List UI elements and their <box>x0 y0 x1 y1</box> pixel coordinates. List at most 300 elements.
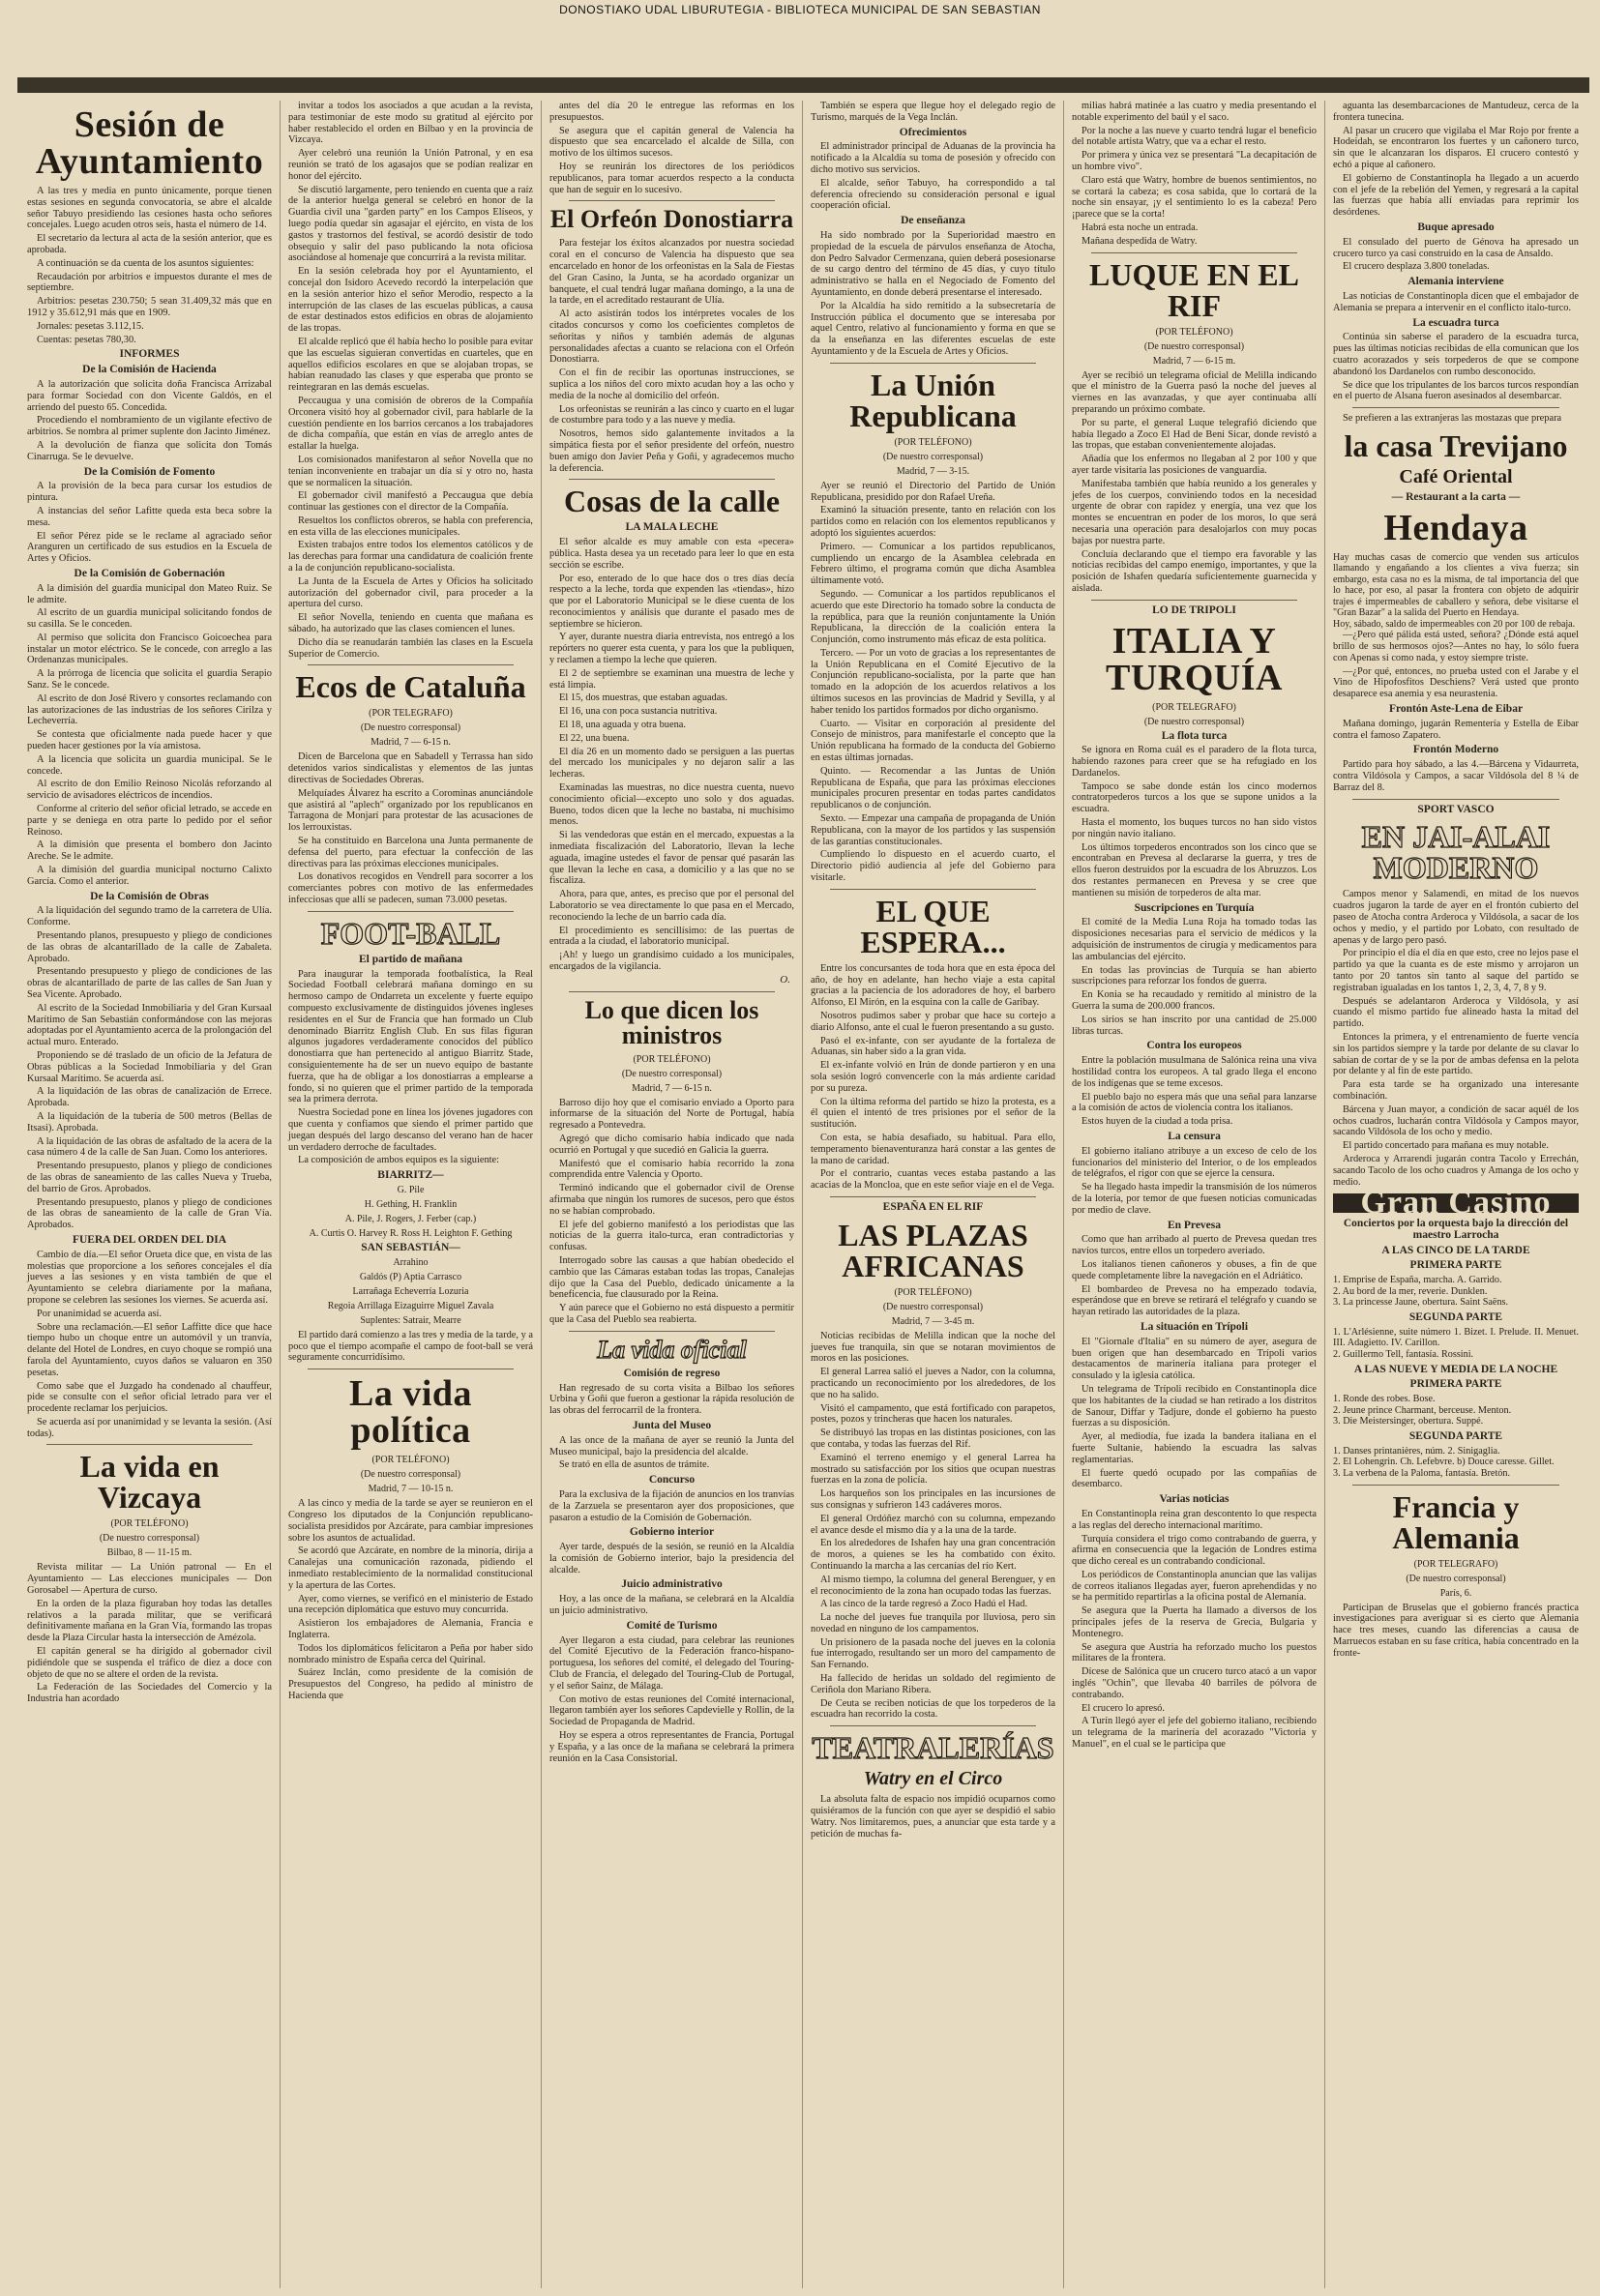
article-paragraph: Ahora, para que, antes, es preciso que por el personal del Laboratorio se vea directamente lo que pasa en el Mercado, reconociendo la leche de un barrio cada día. <box>549 889 794 923</box>
article-headline: La vida oficial <box>597 1335 747 1364</box>
article-paragraph: Arderoca y Arrarendi jugarán contra Tacolo y Errechán, sacando Tacolo de los ocho cuadros y Amanga de los ocho y medio. <box>1333 1153 1579 1188</box>
article-paragraph: Cumpliendo lo dispuesto en el acuerdo cuarto, el Directorio pidió audiencia al jefe del Gobierno para visitarle. <box>811 849 1055 884</box>
article-paragraph: ¡Ah! y luego un grandísimo cuidado a los municipales, encargados de la vigilancia. <box>549 950 794 972</box>
article-paragraph: Sobre una reclamación.—El señor Laffitte dice que hace tiempo hubo un choque entre un automóvil y un tranvía, delante del Hotel de Londres, en cuyo choque se rompió una farola del Ayuntamiento, cuyos daños se valuaron en 350 pesetas. <box>27 1321 272 1378</box>
article-paragraph: Segundo. — Comunicar a los partidos republicanos el acuerdo que este Directorio ha tomado sobre la conducta de la república, para que la reunión conjuntamente la Unión Republicana, la dirección de la coalición entera la Conjunción, como instrumento más eficaz de esta política. <box>811 588 1055 646</box>
subheading: Comité de Turismo <box>626 1619 718 1632</box>
article-paragraph: Por el contrario, cuantas veces estaba pastando a las acacias de la Moncloa, que en este señor viaje en el de Vega. <box>811 1168 1055 1192</box>
article-paragraph: Se dice que los tripulantes de los barcos turcos respondían en el puerto de Alsana fueron asesinados al desembarcar. <box>1333 379 1579 402</box>
subheading: FUERA DEL ORDEN DEL DIA <box>72 1233 227 1246</box>
dateline: (De nuestro corresponsal) <box>1406 1573 1506 1584</box>
article-paragraph: Ha sido nombrado por la Superioridad maestro en propiedad de la escuela de párvulos enseñanza de Atocha, don Pedro Salvador Cermenzana, quien deberá posesionarse de su cargo dentro del término de 45 días, y cuyo título administrativo se halla en el Negociado de Fomento del Ayuntamiento, en donde deberá presentarse el interesado. <box>811 229 1055 298</box>
article-paragraph: Al escrito de un guardia municipal solicitando fondos de su casilla. Se le conceden. <box>27 607 272 631</box>
dateline: Madrid, 7 — 6-15 m. <box>1152 355 1236 367</box>
subheading: La flota turca <box>1161 729 1228 742</box>
subheading: A LAS CINCO DE LA TARDE <box>1381 1244 1530 1256</box>
column-4 <box>803 101 1064 2288</box>
dateline: (POR TELEGRAFO) <box>1413 1558 1498 1570</box>
article-paragraph: A la dimisión que presenta el bombero don Jacinto Areche. Se le admite. <box>27 839 272 863</box>
dateline: (De nuestro corresponsal) <box>882 451 984 462</box>
dateline: (De nuestro corresponsal) <box>99 1533 200 1545</box>
article-paragraph: Y ayer, durante nuestra diaria entrevista, nos entregó a los repórters no querer esta cuenta, y para los que la publiquen, y reclamen a tiempo la leche que quieren. <box>549 632 794 666</box>
subheading: Juicio administrativo <box>621 1578 723 1591</box>
article-paragraph: Por eso, enterado de lo que hace dos o tres días decía respecto a la leche, torda que expenden las «tiendas», hizo que por el Laboratorio Municipal se le diese cuenta de los reconocimientos y análisis que durante el pasado mes de septiembre se hicieron. <box>549 573 794 630</box>
article-paragraph: Los comisionados manifestaron al señor Novella que no tenían inconveniente en trabajar un día sí y otro no, hasta que se normalicen la situación. <box>288 454 533 488</box>
subheading: Conciertos por la orquesta bajo la dirección del maestro Larrocha <box>1343 1218 1569 1241</box>
subheading: De la Comisión de Gobernación <box>74 567 225 579</box>
section-divider <box>830 1725 1036 1726</box>
section-divider <box>830 363 1036 364</box>
article-paragraph: Los donativos recogidos en Vendrell para socorrer a los comerciantes pobres con motivo de las enfermedades infecciosas que allí se padecen, suman 73.000 pesetas. <box>288 871 533 906</box>
article-paragraph: El 18, una aguada y otra buena. <box>559 720 686 731</box>
dateline: (De nuestro corresponsal) <box>1143 340 1245 352</box>
article-paragraph: Se prefieren a las extranjeras las mostazas que prepara <box>1343 413 1562 425</box>
subheading: ESPAÑA EN EL RIF <box>882 1200 984 1213</box>
section-divider <box>1352 1485 1559 1486</box>
column-6 <box>1325 101 1586 2288</box>
article-paragraph: Para inaugurar la temporada footbalística, la Real Sociedad Football celebrará mañana domingo en su hermoso campo de Ondarreta un excelente y fuerte equipo compuesto exclusivamente de distinguidos jóvenes ingleses residentes en el Sur de Francia que han formado un Club denominado Biarritz English Club. En sus filas figuran algunos jugadores verdaderamente conocidos del público donostiarra que han pertenecido al antiguo Biarritz Stade, consiguientemente ha de ser un nuevo equipo de bastante fuerza, que ha de obligar a los donostiarras a emplearse a fondo, si no quieren que el primer partido de la temporada sea la primera derrota. <box>288 968 533 1105</box>
article-paragraph: Campos menor y Salamendi, en mitad de los nuevos cuadros jugaron la tarde de ayer en el frontón cubierto del paseo de Atocha contra Arderoca y Vildósola, a sacar de los ochos y medio, y el partido por Lobato, con resultado de apenas y de largo pero pasó. <box>1333 889 1579 946</box>
article-headline: TEATRALERÍAS <box>812 1730 1054 1766</box>
subheading: El partido de mañana <box>358 953 463 965</box>
subheading: SEGUNDA PARTE <box>1408 1311 1503 1324</box>
subheading: Varias noticias <box>1159 1493 1230 1506</box>
subheading: De la Comisión de Hacienda <box>82 364 217 376</box>
article-paragraph: —¿Pero qué pálida está usted, señora? ¿Dónde está aquel brillo de sus hermosos ojos?—Antes no hay, lo sólo fuera con Apenas si como nada, y estoy siempre triste. <box>1333 630 1579 663</box>
article-paragraph: El "Giornale d'Italia" en su número de ayer, asegura de buen origen que han desembarcado en Trípoli varios destacamentos de marinería italiana para proteger el consulado y la iglesia católica. <box>1072 1336 1317 1382</box>
section-divider <box>830 1196 1036 1197</box>
article-headline: FOOT-BALL <box>320 915 501 951</box>
article-paragraph: Noticias recibidas de Melilla indican que la noche del jueves fue tranquila, sin que se notaran movimientos de moros en las posiciones. <box>811 1330 1055 1365</box>
article-paragraph: Concluía declarando que el tiempo era favorable y las noticias recibidas del campo enemigo, importantes, y que la posición de Ishafen quedaría suficientemente guarnecida y aislada. <box>1072 548 1317 594</box>
article-paragraph: Ayer, al mediodía, fue izada la bandera italiana en el fuerte Sultanie, habiendo la escuadra las salvas reglamentarias. <box>1072 1431 1317 1465</box>
article-paragraph: Ayer llegaron a esta ciudad, para celebrar las reuniones del Comité Ejecutivo de la Federación franco-hispano-portuguesa, los señores del comité, el delegado del Touring-Club de Francia, el delegado del Touring-Club de Portugal, y el señor Sainz, de Málaga. <box>549 1634 794 1692</box>
subheading: Frontón Moderno <box>1412 744 1499 756</box>
article-paragraph: Por principio el día el día en que esto, cree no lejos pase el partido ya que la cuanta es de este mismo y arrojaron un tanto por 20 tantos sin tanto al saque del partido se registraban igualadas en los tantos 1, 2, 3, 4, 7, 8 y 9. <box>1333 948 1579 993</box>
article-paragraph: El comité de la Media Luna Roja ha tomado todas las disposiciones necesarias para el servicio de médicos y la adquisición de instrumentos de cirugía y medicamentos para las ambulancias del ejército. <box>1072 917 1317 962</box>
subheading: PRIMERA PARTE <box>1409 1378 1502 1391</box>
article-paragraph: Ayer se recibió un telegrama oficial de Melilla indicando que el ministro de la Guerra pasó la noche del jueves al viernes en las avanzadas, y que ayer continuaba allí preparando un próximo combate. <box>1072 369 1317 415</box>
dateline: (POR TELÉFONO) <box>371 1455 450 1466</box>
column-1 <box>19 101 281 2288</box>
article-paragraph: Presentando presupuesto, planos y pliego de condiciones de las obras de saneamiento de la calle de Gran Vía. Aprobados. <box>27 1196 272 1231</box>
article-paragraph: Pasó el ex-infante, con ser ayudante de la fortaleza de Aduanas, sin haber sido a la gran vida. <box>811 1035 1055 1058</box>
section-divider <box>1352 407 1559 408</box>
article-paragraph: Ha fallecido de heridas un soldado del regimiento de Ceriñola don Mariano Ribera. <box>811 1673 1055 1695</box>
article-paragraph: Manifestaba también que había reunido a los generales y jefes de los cuerpos, conviniendo todos en la necesidad urgente de obrar con rapidez y energía, una vez que los montes se encuentran en poder de los moros, lo que será necesaria una operación para desalojarlos con muy pocas bajas por nuestra parte. <box>1072 478 1317 546</box>
section-divider <box>308 911 514 912</box>
article-paragraph: Se asegura que el capitán general de Valencia ha dispuesto que sea encarcelado el alcalde de Silla, con motivo de los últimos sucesos. <box>549 125 794 160</box>
article-paragraph: Peccaugua y una comisión de obreros de la Compañía Orconera visitó hoy al gobernador civil, para hablarle de la cuestión pendiente en los barrios cercanos a los trabajadores de dicha compañía, que están en vías de arreglo antes de estallar la huelga. <box>288 395 533 453</box>
article-paragraph: Quinto. — Recomendar a las Juntas de Unión Republicana de España, que para las próximas elecciones municipales procuren presentar en todas partes candidatos republicanos o de conjunción. <box>811 765 1055 811</box>
article-paragraph: El 2 de septiembre se examinan una muestra de leche y está limpia. <box>549 667 794 691</box>
article-paragraph: Se ha constituido en Barcelona una Junta permanente de defensa del puerto, para efectuar la confección de las directivas para las próximas elecciones municipales. <box>288 836 533 869</box>
article-paragraph: Los últimos torpederos encontrados son los cinco que se encontraban en Prevesa al declararse la guerra, y tres de ellos fueron destruidos por la escuadra de los Abruzzos. Los dos restantes permanecen en Prevesa y se cree que mantienen su misión de torpederos de alta mar. <box>1072 841 1317 898</box>
article-headline: Café Oriental <box>1399 465 1513 487</box>
subheading: LA MALA LECHE <box>625 521 719 534</box>
article-paragraph: Entre la población musulmana de Salónica reina una viva hostilidad contra los europeos. A tal grado llega el encono de los indígenas que se teme excesos. <box>1072 1055 1317 1089</box>
article-paragraph: antes del día 20 le entregue las reformas en los presupuestos. <box>549 101 794 123</box>
article-paragraph: Ayer celebró una reunión la Unión Patronal, y en esa reunión se trató de los agasajos que se podían realizar en honor del ejército. <box>288 148 533 182</box>
article-paragraph: aguanta las desembarcaciones de Mantudeuz, cerca de la frontera tunecina. <box>1333 101 1579 123</box>
article-paragraph: Para festejar los éxitos alcanzados por nuestra sociedad coral en el concurso de Valencia ha dispuesto que sea encarcelado en honor de los orfeonistas en la Sala de Fiestas del Gran Casino, la Junta, se ha acordado organizar un banquete, el cual tendrá lugar mañana domingo, a la una de la tarde, en el acreditado restaurant de Ulía. <box>549 238 794 307</box>
article-paragraph: Con la última reforma del partido se hizo la protesta, es a él quien el intentó de tres prisiones por el señor de la sustitución. <box>811 1096 1055 1131</box>
section-divider <box>569 200 775 201</box>
article-paragraph: Participan de Bruselas que el gobierno francés practica investigaciones para averiguar si es cierto que Alemania hace tres meses, cuando las diferencias a causa de Marruecos estaban en su fase crítica, había concentrado en la fronte- <box>1333 1602 1579 1659</box>
article-paragraph: Nuestra Sociedad pone en línea los jóvenes jugadores con que cuenta y confiamos que siendo el primer partido que juegan después del largo descanso del verano han de hacer un verdadero derroche de facultades. <box>288 1107 533 1153</box>
article-paragraph: El bombardeo de Prevesa no ha empezado todavía, esperándose que en breve se retirará el telégrafo y cuando se hayan retirado las autoridades de la plaza. <box>1072 1283 1317 1318</box>
dateline: A. Pile, J. Rogers, J. Ferber (cap.) <box>344 1213 477 1224</box>
article-headline: El Orfeón Donostiarra <box>549 205 794 234</box>
article-paragraph: Cuarto. — Visitar en corporación al presidente del Consejo de ministros, para manifestarle el concepto que la Unión republicana ha formado de la conducta del Gobierno en estas últimas jornadas. <box>811 718 1055 764</box>
article-paragraph: Al pasar un crucero que vigilaba el Mar Rojo por frente a Hodeidah, se encontraron los fuertes y un cañonero turco, sin que le alcanzaran los disparos. El crucero contestó y echó a pique al cañonero. <box>1333 125 1579 170</box>
article-paragraph: Un telegrama de Trípoli recibido en Constantinopla dice que los habitantes de la ciudad se han retirado a los distritos de Sanour, Diffar y Tadjure, donde el gobierno ha puesto fuerzas a su disposición. <box>1072 1383 1317 1429</box>
article-paragraph: Examinadas las muestras, no dice nuestra cuenta, nuevo conocimiento oficial—excepto uno solo y dos aguadas. Bueno, todos dicen que la leche no bastaba, ni muchísimo menos. <box>549 782 794 828</box>
article-paragraph: En Konia se ha recaudado y remitido al ministro de la Guerra la suma de 200.000 francos. <box>1072 989 1317 1013</box>
article-paragraph: A la liquidación de las obras de canalización de Errece. Aprobada. <box>27 1086 272 1109</box>
dateline: G. Pile <box>397 1184 425 1195</box>
article-paragraph: Ayer, como viernes, se verificó en el ministerio de Estado una recepción diplomática que estuvo muy concurrida. <box>288 1593 533 1616</box>
dateline: (POR TELÉFONO) <box>110 1518 189 1530</box>
article-paragraph: El día 26 en un momento dado se persiguen a las puertas del mercado los municipales y no dejaron salir a las lecheras. <box>549 746 794 780</box>
masthead-rule <box>17 77 1589 93</box>
article-paragraph: El fuerte quedó ocupado por las compañías de desembarco. <box>1072 1467 1317 1490</box>
article-paragraph: Procediendo el nombramiento de un vigilante efectivo de arbitrios. Se nombra al primer suplente don Jacinto Jiménez. <box>27 415 272 438</box>
program-item: 2. Au bord de la mer, reverie. Dunklen. <box>1333 1285 1488 1297</box>
program-item: 3. La verbena de la Paloma, fantasía. Bretón. <box>1333 1468 1511 1479</box>
article-paragraph: Terminó indicando que el gobernador civil de Orense afirmaba que ningún los rumores de sucesos, pero que éstos no se habían comprobado. <box>549 1183 794 1217</box>
article-paragraph: Los harqueños son los principales en las incursiones de sus consignas y sufrieron 143 cadáveres moros. <box>811 1488 1055 1511</box>
article-paragraph: Examinó el terreno enemigo y el general Larrea ha mostrado su satisfacción por los sitios que ocupan nuestras fuerzas en la zona de policía. <box>811 1452 1055 1487</box>
article-paragraph: El general Larrea salió el jueves a Nador, con la columna, practicando un reconocimiento por los alrededores, de los que no ha salido. <box>811 1367 1055 1400</box>
article-paragraph: A la devolución de fianza que solicita don Tomás Cinarruga. Se le devuelve. <box>27 439 272 462</box>
ad-headline: Hendaya <box>1383 507 1528 548</box>
article-paragraph: A instancias del señor Lafitte queda esta beca sobre la mesa. <box>27 505 272 528</box>
subheading: En Prevesa <box>1167 1219 1222 1231</box>
article-headline: LAS PLAZAS AFRICANAS <box>838 1217 1028 1283</box>
subheading: De la Comisión de Fomento <box>83 465 216 478</box>
article-paragraph: A la liquidación del segundo tramo de la carretera de Ulía. Conforme. <box>27 905 272 928</box>
article-signature: O. <box>780 973 790 986</box>
subheading: Buque apresado <box>1417 221 1495 233</box>
article-headline: La vida en Vizcaya <box>79 1449 220 1516</box>
article-headline: Cosas de la calle <box>563 484 781 519</box>
article-paragraph: Para esta tarde se ha organizado una interesante combinación. <box>1333 1079 1579 1102</box>
article-paragraph: Por la Alcaldía ha sido remitido a la subsecretaría de Instrucción pública el documento que se interesaba por aquel Centro, relativo al funcionamiento y forma en que se da la enseñanza en las diferentes escuelas de este Ayuntamiento y de la Escuela de Artes y Oficios. <box>811 300 1055 357</box>
article-headline: Lo que dicen los ministros <box>584 995 759 1049</box>
subheading: LO DE TRIPOLI <box>1152 603 1236 616</box>
article-paragraph: Habrá esta noche un entrada. <box>1081 221 1199 233</box>
dateline: Bilbao, 8 — 11-15 m. <box>106 1547 193 1559</box>
article-paragraph: En los alrededores de Ishafen hay una gran concentración de moros, a quienes se les ha combatido con éxito. Continuando la marcha a las cercanías del río Kert. <box>811 1538 1055 1572</box>
article-paragraph: Hoy, a las once de la mañana, se celebrará en la Alcaldía un juicio administrativo. <box>549 1594 794 1617</box>
article-paragraph: Las noticias de Constantinopla dicen que el embajador de Alemania se prepara a intervenir en el conflicto italo-turco. <box>1333 290 1579 313</box>
ad-text: Hoy, sábado, saldo de impermeables con 20 por 100 de rebaja. <box>1333 618 1576 630</box>
subheading: La situación en Trípoli <box>1140 1320 1249 1333</box>
subheading: Contra los europeos <box>1146 1040 1242 1052</box>
article-paragraph: El general Ordóñez marchó con su columna, empezando el avance desde el mismo día y a la una de la tarde. <box>811 1513 1055 1536</box>
article-paragraph: Dícese de Salónica que un crucero turco atacó a un vapor inglés "Ochin", que llevaba 40 barriles de pólvora de contrabando. <box>1072 1666 1317 1700</box>
article-paragraph: milias habrá matinée a las cuatro y media presentando el notable experimento del baúl y el saco. <box>1072 101 1317 123</box>
article-paragraph: Mañana domingo, jugarán Rementería y Estella de Eibar contra el famoso Zapatero. <box>1333 718 1579 741</box>
article-headline: EN JAI-ALAI MODERNO <box>1361 819 1551 886</box>
article-paragraph: Los sirios se han inscrito por una cantidad de 25.000 libras turcas. <box>1072 1014 1317 1037</box>
article-paragraph: A la autorización que solicita doña Francisca Arrizabal para formar Sociedad con don Vicente Galdós, en el arriendo del puesto 65. Concedida. <box>27 378 272 413</box>
article-paragraph: Jornales: pesetas 3.112,15. <box>37 320 144 332</box>
dateline: (POR TELÉFONO) <box>1155 326 1233 338</box>
subheading: Frontón Aste-Lena de Eibar <box>1388 703 1524 715</box>
article-headline: Watry en el Circo <box>863 1768 1003 1790</box>
article-paragraph: Barroso dijo hoy que el comisario enviado a Oporto para informarse de la situación del Norte de Portugal, había regresado a Pontevedra. <box>549 1097 794 1132</box>
article-paragraph: Con el fin de recibir las oportunas instrucciones, se suplica a los niños del coro mixto acudan hoy a las ocho y media de la noche al domicilio del orfeón. <box>549 368 794 401</box>
article-paragraph: El gobierno de Constantinopla ha llegado a un acuerdo con el jefe de la rebelión del Yemen, y regresará a la capital las fuerzas que había allí enviadas para reprimir los desórdenes. <box>1333 172 1579 219</box>
article-paragraph: Todos los diplomáticos felicitaron a Peña por haber sido nombrado ministro de España cerca del Quirinal. <box>288 1642 533 1665</box>
article-paragraph: El pueblo bajo no espera más que una señal para lanzarse a la comisión de actos de violencia contra los italianos. <box>1072 1091 1317 1114</box>
article-paragraph: Hoy se reunirán los directores de los periódicos republicanos, para tomar acuerdos respecto a la conducta que han de seguir en lo sucesivo. <box>549 161 794 195</box>
article-paragraph: Como sabe que el Juzgado ha condenado al chauffeur, pide se consulte con el señor oficial letrado para ver el procedente reclamar los perjuicios. <box>27 1380 272 1415</box>
article-paragraph: Tampoco se sabe donde están los cinco modernos contratorpederos turcos a los que se supone unidos a la escuadra. <box>1072 780 1317 815</box>
article-paragraph: Se discutió largamente, pero teniendo en cuenta que a raíz de la anterior huelga general se celebró en honor de la Guardia civil una "garden party" en los Campos Elíseos, y luego podía quedar sin agasajar el ejército, en vista de los gastos y trastornos del festival, se acordó desistir de todo obsequio y salir del paso publicando la nota oficiosa asociándose al homenaje que concurrirá a la revista militar. <box>288 184 533 264</box>
article-paragraph: El crucero desplaza 3.800 toneladas. <box>1343 261 1490 273</box>
article-paragraph: Interrogado sobre las causas a que habían obedecido el cambio que las Cámaras estaban todas las tropas, Canalejas dijo que la Casa del Pueblo, dedicado únicamente a la beneficencia, fue clausurado por la Reina. <box>549 1254 794 1301</box>
column-2 <box>281 101 542 2288</box>
article-paragraph: Dicen de Barcelona que en Sabadell y Terrassa han sido detenidos varios sindicalistas y elementos de las juntas directivas de Sociedades Obreras. <box>288 751 533 786</box>
article-paragraph: Añadía que los enfermos no llegaban al 2 por 100 y que ayer tarde visitaría las posiciones de vanguardia. <box>1072 454 1317 476</box>
dateline: (De nuestro corresponsal) <box>882 1301 984 1312</box>
section-divider <box>569 1331 775 1332</box>
program-item: 2. El Lohengrin. Ch. Lefebvre. b) Douce caresse. Gillet. <box>1333 1457 1555 1468</box>
article-paragraph: Claro está que Watry, hombre de buenos sentimientos, no se cortará la cabeza; es cosa sabida, que lo cortará de la noche sin ensayar, ¡y el sentimiento lo es la cabeza! Pero ¡parece que se la corta! <box>1072 174 1317 221</box>
article-paragraph: Con esta, se había desafiado, su habitual. Para ello, temperamento bienaventuranza hará constar a las gentes de la mano de caridad. <box>811 1132 1055 1166</box>
dateline: Arrahino <box>393 1256 429 1268</box>
article-paragraph: El gobernador civil manifestó a Peccaugua que debía continuar las gestiones con el director de la Compañía. <box>288 490 533 514</box>
dateline: (POR TELÉFONO) <box>894 436 972 448</box>
article-paragraph: Se acordó que Azcárate, en nombre de la minoría, dirija a Canalejas una comunicación razonada, pidiendo el inmediato restablecimiento de la normalidad constitucional y la apertura de las Cortes. <box>288 1545 533 1591</box>
article-paragraph: Revista militar — La Unión patronal — En el Ayuntamiento — Las elecciones municipales — Don Gorosabel — Apertura de curso. <box>27 1562 272 1597</box>
dateline: A. Curtis O. Harvey R. Ross H. Leighton F. Gething <box>309 1227 513 1239</box>
article-paragraph: El señor alcalde es muy amable con esta «pecera» pública. Hasta desea ya un recetado para leer lo que en esta sección se escribe. <box>549 537 794 571</box>
article-paragraph: Se asegura que la Puerta ha llamado a diversos de los principales jefes de la reserva de Grecia, Bulgaria y Montenegro. <box>1072 1605 1317 1639</box>
subheading: SAN SEBASTIÁN— <box>361 1241 460 1253</box>
program-item: 1. L'Arlésienne, suite número 1. Bizet. I. Prelude. II. Menuet. III. Adagietto. IV. Carillon. <box>1333 1326 1579 1349</box>
article-paragraph: Al mismo tiempo, la columna del general Berenguer, y en el reconocimiento de la zona han ocupado todas las fuerzas. <box>811 1574 1055 1597</box>
article-paragraph: El señor Pérez pide se le reclame al agraciado señor Aranguren un certificado de sus estudios en la Escuela de Artes y Oficios. <box>27 530 272 565</box>
article-paragraph: Presentando planos, presupuesto y pliego de condiciones de las obras de alcantarillado de la calle de Zabaleta. Aprobado. <box>27 930 272 964</box>
article-paragraph: En todas las provincias de Turquía se han abierto suscripciones para reforzar los fondos de guerra. <box>1072 964 1317 987</box>
subheading: La censura <box>1168 1131 1221 1142</box>
article-paragraph: Ayer tarde, después de la sesión, se reunió en la Alcaldía la comisión de Gobierno interior, bajo la presidencia del alcalde. <box>549 1542 794 1575</box>
article-paragraph: La composición de ambos equipos es la siguiente: <box>298 1155 500 1166</box>
article-paragraph: A Turín llegó ayer el jefe del gobierno italiano, recibiendo un telegrama de la marinería del acorazado "Victoria y Manuel", en el cual se le participa que <box>1072 1716 1317 1751</box>
section-divider <box>1091 600 1297 601</box>
column-3 <box>542 101 803 2288</box>
library-source-header: DONOSTIAKO UDAL LIBURUTEGIA - BIBLIOTECA MUNICIPAL DE SAN SEBASTIAN <box>559 3 1041 16</box>
article-paragraph: Dicho día se reanudarán también las clases en la Escuela Superior de Comercio. <box>288 636 533 660</box>
article-paragraph: Presentando presupuesto y pliego de condiciones de las obras de alcantarillado de parte de las calles de San Juan y Sea Vicente. Aprobado. <box>27 966 272 1000</box>
article-paragraph: Los italianos tienen cañoneros y obuses, a fin de que quede completamente libre la navegación en el Adriático. <box>1072 1258 1317 1281</box>
article-paragraph: Por su parte, el general Luque telegrafió diciendo que había llegado a Zoco El Had de Beni Sicar, donde revistó a las tropas, que estaban convenientemente alojadas. <box>1072 417 1317 452</box>
article-paragraph: A la provisión de la beca para cursar los estudios de pintura. <box>27 481 272 504</box>
article-paragraph: A las tres y media en punto únicamente, porque tienen estas sesiones en segunda convocatoria, se abre el alcalde señor Tabuyo presidiendo las cesiones hasta ocho señores concejales. Luego acuden otros seis, hasta el número de 14. <box>27 186 272 231</box>
article-paragraph: Después se adelantaron Arderoca y Vildósola, y así cuando el mismo partido fue alineado hasta la mitad del partido. <box>1333 995 1579 1030</box>
article-paragraph: En la orden de la plaza figuraban hoy todas las detalles relativos a la parada militar, que se verificará definitivamente mañana en la Gran Vía, formando las tropas desde la Plaza Circular hasta la intersección de Amézola. <box>27 1598 272 1644</box>
dateline: (POR TELÉFONO) <box>894 1286 972 1298</box>
article-paragraph: El administrador principal de Aduanas de la provincia ha notificado a la Alcaldía su toma de posesión y ofrecido con dicho motivo sus servicios. <box>811 141 1055 175</box>
article-paragraph: Y aún parece que el Gobierno no está dispuesto a permitir que la Casa del Pueblo sea reabierta. <box>549 1303 794 1325</box>
program-item: 3. Die Meistersinger, obertura. Suppé. <box>1333 1416 1484 1428</box>
article-paragraph: Suárez Inclán, como presidente de la comisión de Presupuestos del Congreso, ha pedido al ministro de Hacienda que <box>288 1667 533 1701</box>
program-item: 3. La princesse Jaune, obertura. Saint Saëns. <box>1333 1297 1509 1309</box>
subheading: Concurso <box>648 1474 696 1487</box>
article-paragraph: Hoy se espera a otros representantes de Francia, Portugal y España, y a las once de la mañana se celebrará la primera reunión en la Casa Consistorial. <box>549 1730 794 1764</box>
article-paragraph: Nosotros pudimos saber y probar que hace su cortejo a diario Alfonso, ante el cual le fueron presentando a su gusto. <box>811 1011 1055 1033</box>
article-paragraph: Por unanimidad se acuerda así. <box>37 1308 162 1319</box>
article-paragraph: El crucero lo apresó. <box>1081 1702 1165 1714</box>
subheading: Junta del Museo <box>632 1419 712 1431</box>
article-paragraph: A la prórroga de licencia que solicita el guardia Serapio Sanz. Se le concede. <box>27 668 272 692</box>
article-paragraph: Melquíades Álvarez ha escrito a Corominas anunciándole que asistirá al "aplech" organizado por los republicanos en Tarragona de Monjarí para protestar de las acusaciones de los lerrouxistas. <box>288 787 533 834</box>
article-paragraph: Se acuerda así por unanimidad y se levanta la sesión. (Así todas). <box>27 1416 272 1439</box>
article-headline: EL QUE ESPERA... <box>860 893 1006 959</box>
article-paragraph: El consulado del puerto de Génova ha apresado un crucero turco ya casi construido en la casa de Ansaldo. <box>1333 236 1579 259</box>
article-paragraph: Se contesta que oficialmente nada puede hacer y que pueden hacer gestiones por la vía amistosa. <box>27 729 272 752</box>
article-paragraph: El señor Novella, teniendo en cuenta que mañana es sábado, ha autorizado que las clases comiencen el lunes. <box>288 612 533 635</box>
dateline: H. Gething, H. Franklin <box>364 1198 458 1210</box>
article-paragraph: Proponiendo se dé traslado de un oficio de la Jefatura de Obras públicas a la Sociedad Inmobiliaria y del Gran Kursaal Marítimo. Se acuerda así. <box>27 1049 272 1084</box>
article-paragraph: Han regresado de su corta visita a Bilbao los señores Urbina y Goñi que fueron a gestionar la rápida resolución de las obras del ferrocarril de la frontera. <box>549 1382 794 1417</box>
article-paragraph: Para la exclusiva de la fijación de anuncios en los tranvías de la Zarzuela se presentaron ayer dos proposiciones, que pasaron a estudio de la Comisión de Gobernación. <box>549 1488 794 1523</box>
article-paragraph: A la liquidación de las obras de asfaltado de la acera de la casa número 4 de la calle de San Juan. Como los anteriores. <box>27 1135 272 1159</box>
article-paragraph: Existen trabajos entre todos los elementos católicos y de las derechas para formar una candidatura de coalición frente a la de conjunción republicano-socialista. <box>288 540 533 574</box>
article-paragraph: Partido para hoy sábado, a las 4.—Bárcena y Vidaurreta, contra Vildósola y Campos, a sacar Vildósola del 8 ¼ de Barraz del 8. <box>1333 759 1579 793</box>
article-paragraph: En la sesión celebrada hoy por el Ayuntamiento, el concejal don Isidoro Acevedo recordó la interpelación que en la sesión anterior hizo el señor Merodio, respecto a la interrupción de las clases de las escuelas públicas, a causa de estar destinados estos edificios en obras de alojamiento de las tropas. <box>288 266 533 335</box>
article-paragraph: Sexto. — Empezar una campaña de propaganda de Unión Republicana, con la mayor de los partidos y las suspensión de las garantías constitucionales. <box>811 813 1055 847</box>
subheading: BIARRITZ— <box>377 1169 444 1182</box>
article-paragraph: A la licencia que solicita un guardia municipal. Se le concede. <box>27 753 272 777</box>
article-paragraph: Se asegura que Austria ha reforzado mucho los puestos militares de la frontera. <box>1072 1641 1317 1664</box>
article-paragraph: A continuación se da cuenta de los asuntos siguientes: <box>37 257 254 269</box>
dateline: Madrid, 7 — 6-15 n. <box>632 1082 712 1094</box>
subheading: SPORT VASCO <box>1417 803 1495 815</box>
article-paragraph: Cambio de día.—El señor Orueta dice que, en vista de las molestias que proporcione a los señores concejales el día jueves a las sesiones y en vista también de que el Ayuntamiento se celebra diariamente por la mañana, propone se celebren las sesiones los viernes. Se acuerda así. <box>27 1249 272 1306</box>
article-paragraph: El secretario da lectura al acta de la sesión anterior, que es aprobada. <box>27 233 272 255</box>
article-paragraph: Primero. — Comunicar a los partidos republicanos, cumpliendo un encargo de la Asamblea celebrada en Febrero último, el programa común que dicha Asamblea últimamente votó. <box>811 541 1055 587</box>
dateline: Madrid, 7 — 10-15 n. <box>368 1484 454 1495</box>
dateline: (POR TELEGRAFO) <box>369 708 453 720</box>
article-paragraph: Continúa sin saberse el paradero de la escuadra turca, pues las últimas noticias recibidas de ella comunican que los cuatro acorazados y seis torpederos de que se compone abandonó los Dardanelos con rumbo desconocido. <box>1333 332 1579 377</box>
dateline: (De nuestro corresponsal) <box>621 1068 723 1079</box>
subheading: De la Comisión de Obras <box>90 890 209 902</box>
article-paragraph: Al acto asistirán todos los intérpretes vocales de los citados concursos y como los coeficientes completos de señoritas y niños y también además de algunas personalidades afectas a cuanto se relaciona con el Orfeón Donostiarra. <box>549 309 794 366</box>
subheading: La escuadra turca <box>1412 316 1499 329</box>
article-headline: La vida política <box>348 1373 473 1452</box>
article-headline: Francia y Alemania <box>1392 1488 1520 1555</box>
article-paragraph: invitar a todos los asociados a que acudan a la revista, para testimoniar de este modo su gratitud al ejército por haber restablecido el orden en Bilbao y en la provincia de Vizcaya. <box>288 101 533 146</box>
article-headline: Ecos de Cataluña <box>295 669 526 705</box>
article-paragraph: Un prisionero de la pasada noche del jueves en la colonia fue interrogado, resultando ser un moro del campamento de San Fernando. <box>811 1636 1055 1671</box>
section-divider <box>308 664 514 665</box>
article-paragraph: La noche del jueves fue tranquila por lluviosa, pero sin novedad en ninguno de los campamentos. <box>811 1612 1055 1634</box>
program-item: 2. Guillermo Tell, fantasía. Rossini. <box>1333 1349 1474 1361</box>
article-paragraph: El 22, una buena. <box>559 732 630 744</box>
article-paragraph: También se espera que llegue hoy el delegado regio de Turismo, marqués de la Vega Inclán. <box>811 101 1055 123</box>
dateline: París, 6. <box>1439 1587 1472 1599</box>
article-paragraph: Ayer se reunió el Directorio del Partido de Unión Republicana, presidido por don Rafael Ureña. <box>811 480 1055 503</box>
article-paragraph: Entre los concursantes de toda hora que en esta época del año, de hoy en adelante, han hecho viaje a esta capital gracias a la paciencia de los adoradores de hoy, el barbero Alfonso, El Mirón, en la esquina con la calle de Garibay. <box>811 962 1055 1009</box>
program-item: 1. Ronde des robes. Bose. <box>1333 1394 1436 1405</box>
article-paragraph: El partido concertado para mañana es muy notable. <box>1343 1140 1549 1152</box>
article-paragraph: A las cinco de la tarde regresó a Zoco Hadú el Had. <box>820 1599 1028 1610</box>
article-paragraph: En Constantinopla reina gran descontento lo que respecta a las reglas del derecho internacional marítimo. <box>1072 1508 1317 1531</box>
program-item: 2. Jeune prince Charmant, berceuse. Menton. <box>1333 1404 1512 1416</box>
article-paragraph: Bárcena y Juan mayor, a condición de sacar aquél de los ochos cuadros, lucharán contra Vildósola y Campos mayor, sacando Vildósola de los ocho y medio. <box>1333 1104 1579 1138</box>
article-paragraph: El procedimiento es sencillísimo: de las puertas de entrada a la ciudad, el laboratorio municipal. <box>549 925 794 948</box>
subheading: INFORMES <box>119 348 180 361</box>
section-divider <box>1091 252 1297 253</box>
subheading: PRIMERA PARTE <box>1409 1259 1502 1272</box>
newspaper-page <box>19 101 1590 2288</box>
article-paragraph: Si las vendedoras que están en el mercado, expuestas a la inmediata fiscalización del Laboratorio, llevan la leche aguada, imagine ustedes el favor de pensar qué pasarán las que llevan la leche en casa, a domicilio y a las que no se fiscaliza. <box>549 830 794 887</box>
dateline: (POR TELEGRAFO) <box>1152 701 1236 713</box>
article-headline: ITALIA Y TURQUÍA <box>1106 620 1283 698</box>
section-divider <box>830 889 1036 890</box>
subheading: Alemania interviene <box>1407 276 1504 288</box>
article-paragraph: Al escrito de don Emilio Reinoso Nicolás reforzando al servicio de avisadores eléctricos de incendios. <box>27 779 272 802</box>
article-paragraph: A las cinco y media de la tarde se ayer se reunieron en el Congreso los diputados de la Conjunción republicano-socialista presididos por Azcárate, para cambiar impresiones sobre los asuntos de actualidad. <box>288 1498 533 1544</box>
dateline: (De nuestro corresponsal) <box>1143 716 1245 727</box>
article-paragraph: —¿Por qué, entonces, no prueba usted con el Jarabe y el Vino de Hipofosfitos Deschiens? Verá usted que pronto desaparece esa anemia y esa neurastenia. <box>1333 665 1579 700</box>
article-paragraph: Recaudación por arbitrios e impuestos durante el mes de septiembre. <box>27 271 272 294</box>
subheading: Ofrecimientos <box>899 126 967 138</box>
article-paragraph: Conforme al criterio del señor oficial letrado, se accede en parte y se deniega en otra parte lo pedido por el señor Reinoso. <box>27 804 272 838</box>
subheading: A LAS NUEVE Y MEDIA DE LA NOCHE <box>1353 1363 1558 1375</box>
section-divider <box>46 1444 252 1445</box>
subheading: SEGUNDA PARTE <box>1408 1430 1503 1443</box>
article-paragraph: Turquía considera el trigo como contrabando de guerra, y afirma en consecuencia que la legación de Londres estima que dicho cereal es un contrabando condicional. <box>1072 1533 1317 1568</box>
ad-banner: Gran Casino <box>1333 1193 1579 1213</box>
article-paragraph: Como que han arribado al puerto de Prevesa quedan tres navíos turcos, entre ellos un torpedero averiado. <box>1072 1234 1317 1257</box>
article-paragraph: Cuentas: pesetas 780,30. <box>37 334 136 345</box>
article-paragraph: El alcalde replicó que él había hecho lo posible para evitar que las escuelas siguieran convertidas en cuarteles, que en aquellos edificios escolares en que se alojaban tropas, se habían reanudado las clases y que esperaba que pronto se reintegraran en las demás escuelas. <box>288 336 533 394</box>
article-paragraph: El jefe del gobierno manifestó a los periodistas que las noticias de la guerra italo-turca, eran contradictorias y confusas. <box>549 1219 794 1253</box>
article-paragraph: Se trató en ella de asuntos de trámite. <box>559 1459 710 1471</box>
ad-text: Hay muchas casas de comercio que venden sus artículos llamando y engañando a los clientes a viva fuerza; sin embargo, esta casa no es la misma, de tal importancia del que lo hace, por eso, al pasar la frontera con objeto de adquirir trajes é impermeables de caballero y señora, debe visitarse el "Gran Bazar" a la salida del Puerto en Hendaya. <box>1333 551 1579 619</box>
dateline: Galdós (P) Aptia Carrasco <box>359 1271 462 1282</box>
subheading: De enseñanza <box>901 215 965 227</box>
article-paragraph: Nosotros, hemos sido galantemente invitados a la simpática fiesta por el señor presidente del orfeón, nuestro buen amigo don Javier Peña y Goñi, y agradecemos mucho la deferencia. <box>549 428 794 474</box>
column-5 <box>1064 101 1325 2288</box>
article-paragraph: El capitán general se ha dirigido al gobernador civil pidiéndole que se suspenda el tráfico de diez a doce con objeto de que no se altere el orden de la revista. <box>27 1646 272 1680</box>
article-paragraph: Mañana despedida de Watry. <box>1081 235 1198 247</box>
article-paragraph: Al escrito de la Sociedad Inmobiliaria y del Gran Kursaal Marítimo de San Sebastián conformándose con las mejoras adoptadas por el Ayuntamiento acerca de la prolongación del actual muro. Enterado. <box>27 1002 272 1048</box>
article-paragraph: Al permiso que solicita don Francisco Goicoechea para instalar un motor eléctrico. Se le concede, con arreglo a las Ordenanzas municipales. <box>27 632 272 666</box>
article-paragraph: Se ignora en Roma cuál es el paradero de la flota turca, habiendo razones para creer que se ha refugiado en los Dardanelos. <box>1072 745 1317 779</box>
article-paragraph: La absoluta falta de espacio nos impidió ocuparnos como quisiéramos de la función con que ayer se despidió el sabio Watry. Nos limitaremos, pues, a anunciar que esta tarde y a petición de muchas fa- <box>811 1794 1055 1840</box>
article-paragraph: El gobierno italiano atribuye a un exceso de celo de los funcionarios del ministerio del Interior, o de los empleados de telégrafos, el rigor con que se ejerce la censura. <box>1072 1145 1317 1180</box>
article-paragraph: El alcalde, señor Tabuyo, ha correspondido a tal deferencia ofreciendo su consideración personal e igual cooperación oficial. <box>811 177 1055 212</box>
article-paragraph: Los orfeonistas se reunirán a las cinco y cuarto en el lugar de costumbre para todo y a las nueve y media. <box>549 403 794 427</box>
program-item: 1. Emprise de España, marcha. A. Garrido. <box>1333 1275 1502 1286</box>
article-paragraph: De Ceuta se reciben noticias de que los torpederos de la escuadra han recorrido la costa. <box>811 1697 1055 1721</box>
article-paragraph: El ex-infante volvió en Irún de donde partieron y en una sola sesión logró convencerle con la más ardiente caridad por su pureza. <box>811 1060 1055 1094</box>
article-headline: la casa Trevijano <box>1344 427 1568 463</box>
article-paragraph: A la liquidación de la tubería de 500 metros (Bellas de Itsasi). Aprobada. <box>27 1110 272 1133</box>
article-paragraph: Tercero. — Por un voto de gracias a los representantes de la Unión Republicana en el Comité Ejecutivo de la Conjunción republicano-socialista, por la parte que han tomado en la adopción de los acuerdos relativos a los últimos sucesos en las provincias de Madrid y Sevilla, y al haber tenido los partidos formados por dicho organismo. <box>811 647 1055 716</box>
article-paragraph: Al escrito de don José Rivero y consortes reclamando con las autorizaciones de las industrias de los señores Cirilza y Lecheverría. <box>27 692 272 727</box>
subheading: Gobierno interior <box>629 1526 715 1539</box>
subheading: — Restaurant a la carta — <box>1391 490 1521 503</box>
subheading: Comisión de regreso <box>623 1367 721 1379</box>
